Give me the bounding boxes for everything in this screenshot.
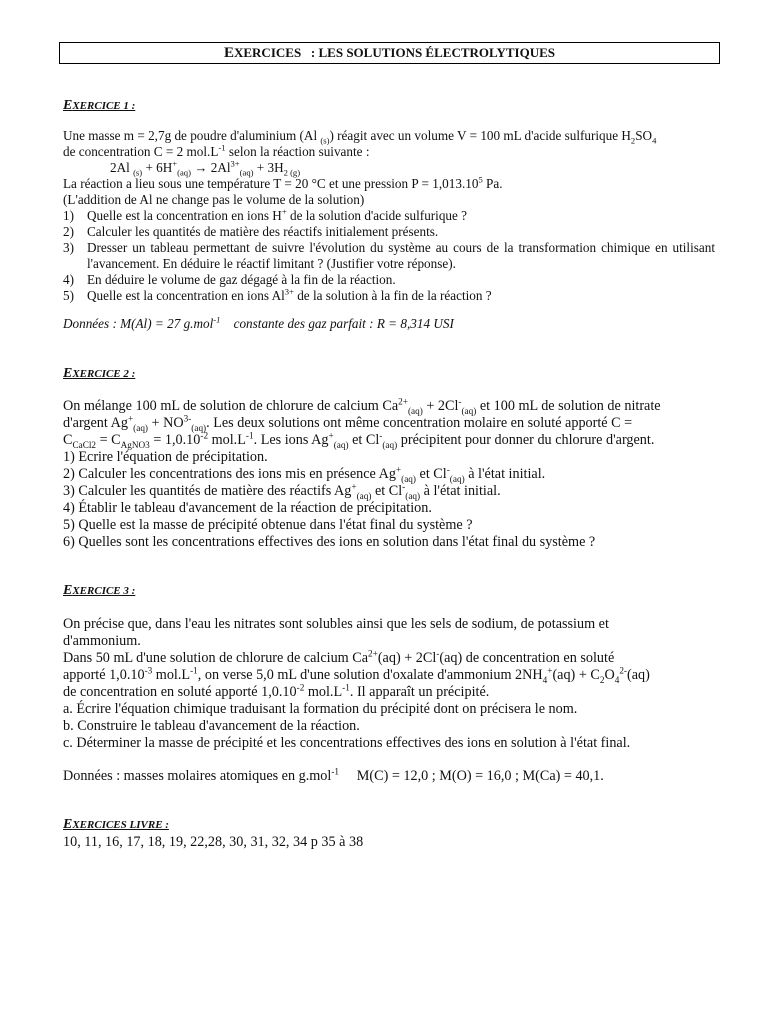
exercise-2-question-3: 3) Calculer les quantités de matière des réactifs $Ag^+_{(aq)}$ et $Cl^-_{(aq)}$ à l'état initial. <box>63 481 501 501</box>
exercise-2-line-1: On mélange 100 mL de solution de chlorure de calcium $Ca^{2+}_{(aq)} + 2Cl^-_{(aq)}$ et 100 mL de solution de nitrate <box>63 396 661 416</box>
exercise-2-question-2: 2) Calculer les concentrations des ions mis en présence $Ag^+_{(aq)}$ et $Cl^-_{(aq)}$ à l'état initial. <box>63 464 546 484</box>
exercise-3-heading: EXERCICE 3 : <box>63 583 136 598</box>
exercise-1-concentration: de concentration C = 2 $mol.L^{-1}$ selon la réaction suivante : <box>63 142 370 159</box>
book-exercises-heading: EXERCICES LIVRE : <box>63 817 169 832</box>
exercise-3-line-2: d'ammonium. <box>63 633 141 649</box>
exercise-1-heading: EXERCICE 1 : <box>63 98 136 113</box>
exercise-2-question-6: 6) Quelles sont les concentrations effectives des ions en solution dans l'état final du système ? <box>63 534 596 550</box>
exercise-3-line-3: Dans 50 mL d'une solution de chlorure de calcium $Ca^{2+}(aq) + 2Cl^-(aq)$ de concentration en soluté <box>63 648 615 666</box>
document-title <box>59 42 720 64</box>
exercise-1-equation: 2Al $_{(s)} + 6H^+_{(aq)} \to 2Al^{3+}_{(aq)} + 3H_2$ $_{(g)}$ <box>110 158 301 178</box>
exercise-3-line-5: de concentration en soluté apporté $1,0.10^{-2}$ $mol.L^{-1}$. Il apparaît un précipité. <box>63 682 490 700</box>
title-word: XERCICES <box>233 45 302 60</box>
exercise-3-data: Données : masses molaires atomiques en g.mol$^{-1}$ M(C) = 12,0 ; M(O) = 16,0 ; M(Ca) = 40,1. <box>63 766 604 784</box>
exercise-3-line-1: On précise que, dans l'eau les nitrates sont solubles ainsi que les sels de sodium, de potassium et <box>63 616 609 632</box>
book-exercises-list: 10, 11, 16, 17, 18, 19, 22,28, 30, 31, 32, 34 p 35 à 38 <box>63 834 364 850</box>
exercise-2-line-2: d'argent $Ag^+_{(aq)} + NO^{3-}_{(aq)}$. Les deux solutions ont même concentration molaire en soluté apporté C = <box>63 413 633 433</box>
exercise-1-conditions: La réaction a lieu sous une température T = 20 °C et une pression $P = 1,013.10^5$ Pa. <box>63 174 503 191</box>
exercise-1-intro: Une masse m = 2,7g de poudre d'aluminium (Al $_{(s)}$) réagit avec un volume V = 100 mL d'acide sulfurique $H_2SO_4$ <box>63 128 657 146</box>
exercise-3-question-a: a. Écrire l'équation chimique traduisant la formation du précipité dont on précisera le nom. <box>63 701 578 717</box>
exercise-2-heading: EXERCICE 2 : <box>63 366 136 381</box>
exercise-2-line-3: $C_{CaCl2} = C_{AgNO3} = 1,0.10^{-2}$ $mol.L^{-1}$. Les ions $Ag^+_{(aq)}$ et $Cl^-_{(aq)}$ précipitent pour donner du chlorure d'argent. <box>63 430 655 450</box>
title-initial: E <box>223 45 234 61</box>
exercise-2-question-1: 1) Ecrire l'équation de précipitation. <box>63 449 268 465</box>
document-page: EXERCICES : LES SOLUTIONS ÉLECTROLYTIQUES EXERCICE 1 : Une masse m = 2,7g de poudre d'aluminium (Al $_{(s)}$) réagit avec un volume V = 100 mL d'acide sulfurique $H_2SO_4$ de concentration C = 2 $mol.L^{-1}$ selon la réaction suivante : 2Al $_{(s)} + 6H^+_{(aq)} \to 2Al^{3+}_{(aq)} + 3H_2$ $_{(g)}$ La réaction a lieu sous une température T = 20 °C et une pression $P = 1,013.10^5$ Pa. (L'addition de Al ne change pas le volume de la solution) 1) Quelle est la concentration en ions H+ de la solution d'acide sulfurique ? 2) Calculer les quantités de matière des réactifs initialement présents. 3) Dresser un tableau permettant de suivre l'évolution du système au cours de la transformation chimique en utilisant l'avancement. En déduire le réactif limitant ? (Justifier votre réponse). 4) En déduire le volume de gaz dégagé à la fin de la réaction. 5) Quelle est la concentration en ions $Al^{3+}$ de la solution à la fin de la réaction ? Données : M(Al) = 27 g.mol$^{-1}$ constante des gaz parfait : R = 8,314 USI EXERCICE 2 : On mélange 100 mL de solution de chlorure de calcium $Ca^{2+}_{(aq)} + 2Cl^-_{(aq)}$ et 100 mL de solution de nitrate d'argent $Ag^+_{(aq)} + NO^{3-}_{(aq)}$. Les deux solutions ont même concentration molaire en soluté apporté C = $C_{CaCl2} = C_{AgNO3} = 1,0.10^{-2}$ $mol.L^{-1}$. Les ions $Ag^+_{(aq)}$ et $Cl^-_{(aq)}$ précipitent pour donner du chlorure d'argent. 1) Ecrire l'équation de précipitation. 2) Calculer les concentrations des ions mis en présence $Ag^+_{(aq)}$ et $Cl^-_{(aq)}$ à l'état initial. 3) Calculer les quantités de matière des réactifs $Ag^+_{(aq)}$ et $Cl^-_{(aq)}$ à l'état initial. 4) Établir le tableau d'avancement de la réaction de précipitation. 5) Quelle est la masse de précipité obtenue dans l'état final du système ? 6) Quelles sont les concentrations effectives des ions en solution dans l'état final du système ? EXERCICE 3 : On précise que, dans l'eau les nitrates sont solubles ainsi que les sels de sodium, de potassium et d'ammonium. Dans 50 mL d'une solution de chlorure de calcium $Ca^{2+}(aq) + 2Cl^-(aq)$ de concentration en soluté apporté $1,0.10^{-3}$ $mol.L^{-1}$, on verse 5,0 mL d'une solution d'oxalate d'ammonium $2NH_4^+(aq) + C_2O_4^{2-}(aq)$ de concentration en soluté apporté $1,0.10^{-2}$ $mol.L^{-1}$. Il apparaît un précipité. a. Écrire l'équation chimique traduisant la formation du précipité dont on précisera le nom. b. Construire le tableau d'avancement de la réaction. c. Déterminer la masse de précipité et les concentrations effectives des ions en solution à l'état final. Données : masses molaires atomiques en g.mol$^{-1}$ M(C) = 12,0 ; M(O) = 16,0 ; M(Ca) = 40,1. EXERCICES LIVRE : 10, 11, 16, 17, 18, 19, 22,28, 30, 31, 32, 34 p 35 à 38 <box>0 0 768 1024</box>
exercise-2-question-4: 4) Établir le tableau d'avancement de la réaction de précipitation. <box>63 500 432 516</box>
exercise-1-note: (L'addition de Al ne change pas le volume de la solution) <box>63 192 365 207</box>
title-subject: : LES SOLUTIONS ÉLECTROLYTIQUES <box>301 45 556 60</box>
exercise-2-question-5: 5) Quelle est la masse de précipité obtenue dans l'état final du système ? <box>63 517 473 533</box>
exercise-3-line-4: apporté $1,0.10^{-3}$ $mol.L^{-1}$, on verse 5,0 mL d'une solution d'oxalate d'ammonium $2NH_4^+(aq) + C_2O_4^{2-}(aq)$ <box>63 665 650 685</box>
exercise-3-question-b: b. Construire le tableau d'avancement de la réaction. <box>63 718 360 734</box>
exercise-1-data: Données : M(Al) = 27 g.mol$^{-1}$ constante des gaz parfait : R = 8,314 USI <box>63 314 454 331</box>
exercise-3-question-c: c. Déterminer la masse de précipité et les concentrations effectives des ions en solution à l'état final. <box>63 735 631 751</box>
